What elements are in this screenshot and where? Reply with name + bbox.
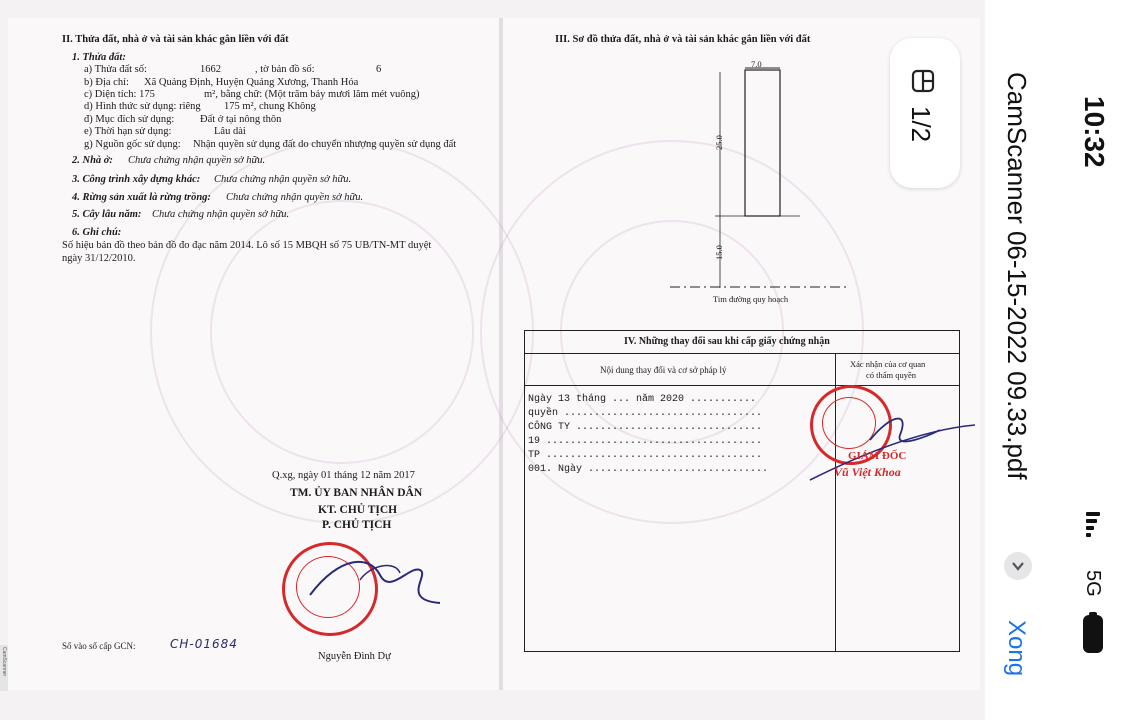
area-label: c) Diện tích: 175 (84, 89, 155, 100)
section-iii-heading: III. Sơ đồ thửa đất, nhà ở và tài sản khác gắn liền với đất (555, 34, 811, 45)
map-sheet-label: , tờ bản đồ số: (255, 64, 315, 75)
note-label: 6. Ghi chú: (72, 227, 122, 238)
land-heading: 1. Thửa đất: (72, 52, 126, 63)
section-iv-heading: IV. Những thay đổi sau khi cấp giấy chứng nhận (624, 336, 830, 347)
cert-number-value: CH-01684 (170, 637, 238, 651)
dim-width: 7.0 (751, 59, 762, 69)
sign-org: TM. ỦY BAN NHÂN DÂN (290, 487, 423, 499)
col-content-header: Nội dung thay đổi và cơ sở pháp lý (600, 365, 727, 375)
director-name: Vũ Việt Khoa (834, 465, 901, 479)
lot-number-value: 1662 (200, 64, 221, 75)
perennial-value: Chưa chứng nhận quyền sở hữu. (152, 209, 290, 220)
change-line-2: quyền ................................. (528, 408, 763, 419)
area-value: m², bằng chữ: (Một trăm bảy mươi lăm mét vuông) (204, 89, 420, 100)
page-indicator-text: 1/2 (906, 106, 936, 143)
signer-name: Nguyễn Đình Dự (318, 651, 391, 662)
change-line-5: TP .................................... (528, 450, 763, 461)
change-line-3: CÔNG TY ............................... (528, 422, 763, 433)
sign-kt: KT. CHỦ TỊCH (318, 504, 398, 516)
signal-icon (1084, 510, 1104, 540)
col-confirm-header-1: Xác nhận của cơ quan (850, 359, 926, 369)
forest-value: Chưa chứng nhận quyền sở hữu. (226, 192, 364, 203)
perennial-label: 5. Cây lâu năm: (72, 209, 142, 220)
cert-number-label: Số vào sổ cấp GCN: (62, 641, 136, 651)
forest-label: 4. Rừng sản xuất là rừng trồng: (72, 192, 211, 203)
purpose-value: Đất ở tại nông thôn (200, 114, 282, 125)
purpose-label: đ) Mục đích sử dụng: (84, 114, 175, 125)
pages-icon (910, 68, 936, 94)
collapse-button[interactable] (1004, 552, 1032, 580)
lot-diagram (660, 50, 880, 305)
director-title: GIÁM ĐỐC (848, 450, 907, 462)
camscanner-strip-label: CamScanner (1, 647, 7, 677)
note-line-1: Số hiệu bản đồ theo bản đồ đo đạc năm 2014. Lô số 15 MBQH số 75 UB/TN-MT duyệt (62, 240, 432, 251)
other-works-value: Chưa chứng nhận quyền sở hữu. (214, 174, 352, 185)
battery-icon (1081, 612, 1107, 656)
house-value: Chưa chứng nhận quyền sở hữu. (128, 155, 266, 166)
sign-role: P. CHỦ TỊCH (322, 519, 392, 531)
status-time: 10:32 (1079, 96, 1110, 168)
change-line-6: 001. Ngày .............................. (528, 464, 769, 475)
signature-left (300, 545, 450, 615)
note-line-2: ngày 31/12/2010. (62, 253, 136, 264)
term-label: e) Thời hạn sử dụng: (84, 126, 172, 137)
change-line-4: 19 .................................... (528, 436, 763, 447)
col-confirm-header-2: có thẩm quyền (866, 370, 917, 380)
done-button[interactable]: Xong (1003, 620, 1030, 677)
dim-length: 25.0 (714, 135, 724, 150)
network-label: 5G (1082, 570, 1104, 597)
map-sheet-value: 6 (376, 64, 382, 75)
chevron-down-icon (1010, 559, 1026, 573)
address-value: Xã Quảng Định, Huyện Quảng Xương, Thanh Hóa (144, 77, 359, 88)
sign-date: Q.xg, ngày 01 tháng 12 năm 2017 (272, 470, 415, 481)
change-line-1: Ngày 13 tháng ... năm 2020 ........... (528, 394, 757, 405)
usage-form-label: d) Hình thức sử dụng: riêng (84, 101, 201, 112)
other-works-label: 3. Công trình xây dựng khác: (72, 174, 201, 185)
document-title: CamScanner 06-15-2022 09.33.pdf (1002, 72, 1032, 480)
house-label: 2. Nhà ở: (72, 155, 113, 166)
usage-form-value: 175 m², chung Không (224, 101, 316, 112)
address-label: b) Địa chỉ: (84, 77, 129, 88)
page-indicator[interactable] (890, 38, 960, 188)
camscanner-strip (0, 645, 8, 691)
origin-label: g) Nguồn gốc sử dụng: (84, 139, 181, 150)
dim-setback: 15.0 (714, 245, 724, 260)
lot-number-label: a) Thửa đất số: (84, 64, 147, 75)
term-value: Lâu dài (214, 126, 246, 137)
road-label: Tim đường quy hoạch (713, 294, 789, 304)
section-ii-heading: II. Thửa đất, nhà ở và tài sản khác gắn liền với đất (62, 34, 289, 45)
origin-value: Nhận quyền sử dụng đất do chuyển nhượng quyền sử dụng đất (193, 139, 457, 150)
